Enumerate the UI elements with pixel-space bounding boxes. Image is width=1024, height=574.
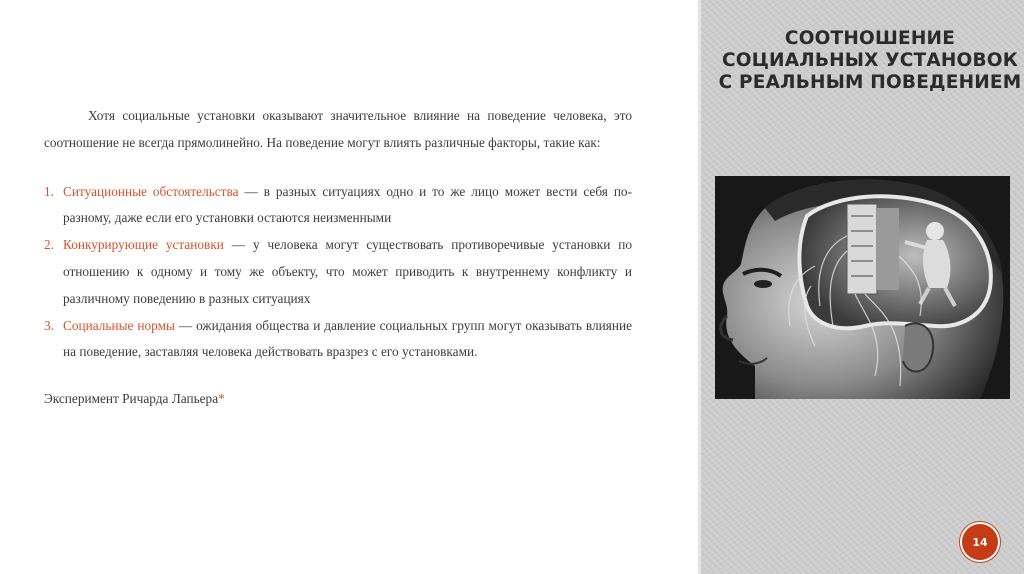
list-text: — в разных ситуациях одно и то же лицо может вести себя по-разному, даже если его установки остаются неизменными	[63, 183, 633, 226]
list-number: 1.	[44, 183, 54, 199]
page-number-badge: 14	[960, 522, 1000, 562]
list-item	[44, 232, 632, 312]
list-item	[44, 179, 632, 233]
list-term: Социальные нормы	[63, 317, 175, 333]
illustration-svg	[715, 176, 1010, 399]
list-number: 2.	[44, 237, 54, 253]
list-term: Конкурирующие установки	[63, 237, 224, 253]
experiment-line	[44, 386, 632, 413]
intro-paragraph: Хотя социальные установки оказывают значительное влияние на поведение человека, это соотношение не всегда прямолинейно. На поведение могут влиять различные факторы, такие как:	[44, 108, 632, 150]
list-item	[44, 313, 632, 367]
list-text: — у человека могут существовать противоречивые установки по отношению к одному и тому же объекту, что может приводить к внутреннему конфликту и различному поведению в разных ситуациях	[63, 237, 632, 306]
footnote-asterisk[interactable]: *	[218, 391, 225, 407]
slide-title: СООТНОШЕНИЕ СОЦИАЛЬНЫХ УСТАНОВОК С РЕАЛЬНЫМ ПОВЕДЕНИЕМ	[718, 28, 1022, 93]
list-term: Ситуационные обстоятельства	[63, 183, 239, 199]
title-sidebar	[698, 0, 1024, 574]
factors-list	[44, 179, 632, 367]
list-text: — ожидания общества и давление социальных групп могут оказывать влияние на поведение, заставляя человека действовать вразрез с его установками.	[63, 317, 632, 360]
list-number: 3.	[44, 317, 54, 333]
head-with-brain-machinery-illustration	[715, 176, 1010, 399]
experiment-text: Эксперимент Ричарда Лапьера	[44, 391, 219, 407]
slide-body	[44, 103, 632, 413]
